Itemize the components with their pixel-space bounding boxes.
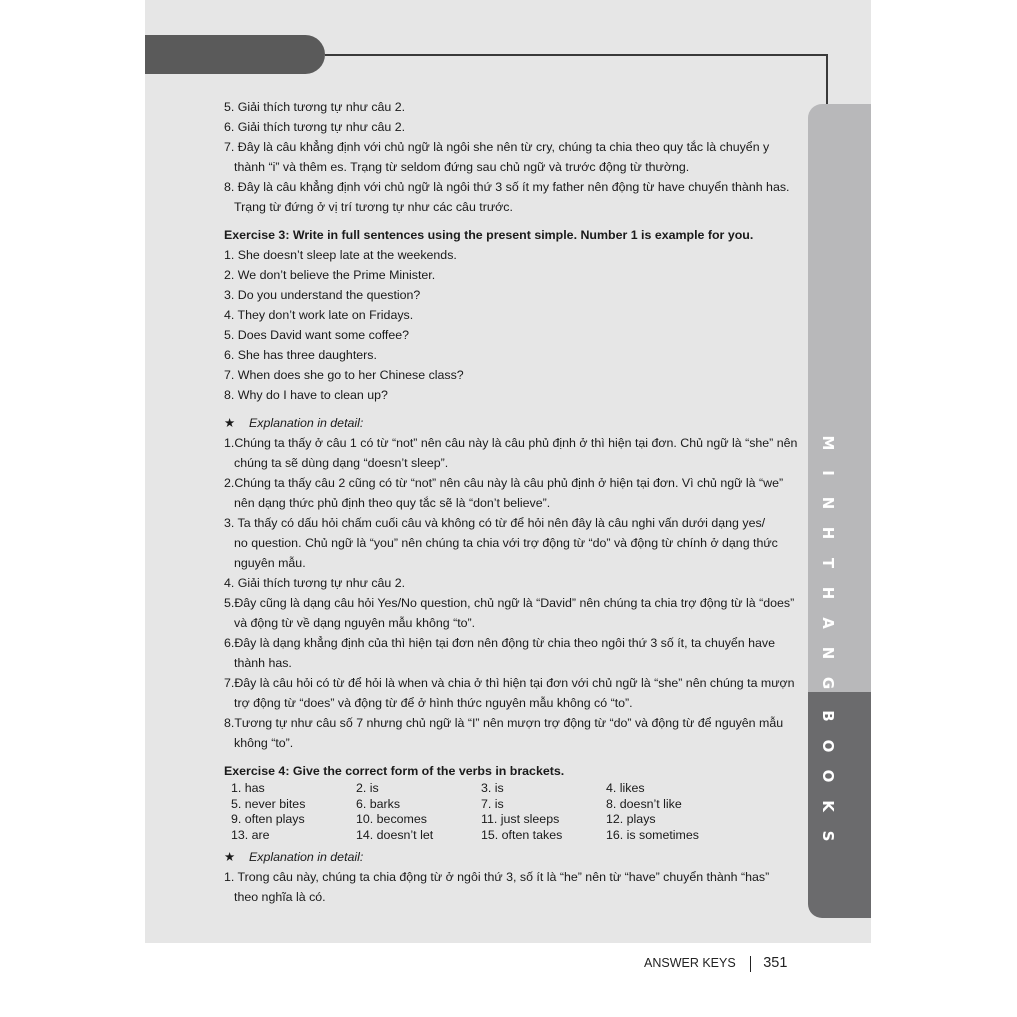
- exercise-4-answer-grid: [224, 781, 784, 843]
- explanation-line: không “to”.: [234, 736, 294, 750]
- page-number: 351: [763, 955, 788, 971]
- explanation-item: [224, 473, 784, 513]
- side-letter: M: [819, 435, 837, 451]
- answer-item: 2. We don’t believe the Prime Minister.: [224, 268, 436, 282]
- side-letter: G: [819, 676, 837, 690]
- explanation-heading: [224, 413, 784, 433]
- explanation-line: 5.Đây cũng là dạng câu hỏi Yes/No question, chủ ngữ là “David” nên chúng ta chia trợ động từ là “does”: [224, 596, 795, 610]
- explanation-line: 2.Chúng ta thấy câu 2 cũng có từ “not” nên câu này là câu phủ định ở hiện tại đơn. Vì chủ ngữ là “we”: [224, 476, 784, 490]
- header-tab: [145, 35, 325, 74]
- header-rule-vertical: [826, 54, 828, 106]
- explanation-line: thành “i” và thêm es. Trạng từ seldom đứng sau chủ ngữ và trước động từ thường.: [234, 160, 690, 174]
- side-letter: S: [819, 830, 837, 842]
- answer-item: 1. She doesn’t sleep late at the weekends.: [224, 248, 457, 262]
- explanation-line: 7. Đây là câu khẳng định với chủ ngữ là ngôi she nên từ cry, chúng ta chia theo quy tắc là chuyển y: [224, 140, 770, 154]
- explanation-line: 8. Đây là câu khẳng định với chủ ngữ là ngôi thứ 3 số ít my father nên động từ have chuyển thành has.: [224, 180, 790, 194]
- exercise-2-explanations: [224, 97, 790, 217]
- side-tab-brand-top: [808, 428, 848, 698]
- explanation-line: 5. Giải thích tương tự như câu 2.: [224, 100, 406, 114]
- side-letter: O: [819, 769, 837, 783]
- explanation-item: [224, 573, 784, 593]
- explanation-label: Explanation in detail:: [249, 416, 364, 430]
- answer-cell: 14. doesn’t let: [356, 827, 434, 842]
- explanation-item: [224, 117, 784, 137]
- explanation-item: [224, 177, 790, 217]
- explanation-line: 4. Giải thích tương tự như câu 2.: [224, 576, 406, 590]
- explanation-line: Trạng từ đứng ở vị trí tương tự như các câu trước.: [234, 200, 513, 214]
- answer-item: 3. Do you understand the question?: [224, 288, 421, 302]
- explanation-heading: [224, 847, 784, 867]
- explanation-line: nên dạng thức phủ định theo quy tắc sẽ là “don’t believe”.: [234, 496, 551, 510]
- answer-cell: 7. is: [481, 796, 504, 811]
- explanation-line: theo nghĩa là có.: [234, 890, 326, 904]
- explanation-item: [224, 673, 795, 713]
- explanation-line: no question. Chủ ngữ là “you” nên chúng ta chia với trợ động từ “do” và động từ chính ở dạng thức: [234, 536, 778, 550]
- explanation-item: [224, 867, 784, 907]
- explanation-item: [224, 137, 784, 177]
- exercise-3-explanations: [224, 433, 798, 753]
- answer-content: [224, 97, 798, 907]
- explanation-line: trợ động từ “does” và động từ để ở hình thức nguyên mẫu không có “to”.: [234, 696, 633, 710]
- explanation-item: [224, 513, 784, 573]
- explanation-line: 1.Chúng ta thấy ở câu 1 có từ “not” nên câu này là câu phủ định ở thì hiện tại đơn. Chủ ngữ là “she” nên: [224, 436, 798, 450]
- side-letter: O: [819, 739, 837, 753]
- side-letter: H: [819, 526, 837, 540]
- explanation-line: 3. Ta thấy có dấu hỏi chấm cuối câu và không có từ để hỏi nên đây là câu nghi vấn dưới dạng yes/: [224, 516, 766, 530]
- explanation-line: thành has.: [234, 656, 292, 670]
- answer-item: 7. When does she go to her Chinese class?: [224, 368, 464, 382]
- answer-cell: 1. has: [231, 781, 265, 795]
- answer-cell: 13. are: [231, 827, 270, 842]
- star-icon: ★: [224, 416, 236, 430]
- side-letter: N: [819, 496, 837, 510]
- answer-item: 5. Does David want some coffee?: [224, 328, 410, 342]
- side-letter: B: [819, 710, 837, 722]
- answer-cell: 4. likes: [606, 781, 645, 795]
- answer-item: 4. They don’t work late on Fridays.: [224, 308, 414, 322]
- side-letter: K: [819, 800, 837, 812]
- answer-cell: 3. is: [481, 781, 504, 795]
- header-rule: [325, 54, 828, 56]
- footer-section-label: ANSWER KEYS: [644, 956, 736, 970]
- side-letter: T: [819, 557, 837, 569]
- answer-cell: 12. plays: [606, 812, 656, 826]
- answer-item: 8. Why do I have to clean up?: [224, 388, 388, 402]
- explanation-label: Explanation in detail:: [249, 850, 364, 864]
- exercise-4-explanations: [224, 867, 784, 907]
- footer-divider: [750, 956, 752, 972]
- side-letter: N: [819, 646, 837, 660]
- explanation-line: nguyên mẫu.: [234, 556, 306, 570]
- explanation-item: [224, 713, 784, 753]
- explanation-line: 7.Đây là câu hỏi có từ để hỏi là when và chia ở thì hiện tại đơn với chủ ngữ là “she” nên chúng ta mượn: [224, 676, 795, 690]
- star-icon: ★: [224, 850, 236, 864]
- side-letter: H: [819, 586, 837, 600]
- exercise-3-answers: [224, 245, 784, 405]
- answer-cell: 10. becomes: [356, 812, 427, 826]
- explanation-line: 6. Giải thích tương tự như câu 2.: [224, 120, 406, 134]
- side-tab-brand-bottom: [808, 701, 848, 851]
- explanation-line: và động từ về dạng nguyên mẫu không “to”.: [234, 616, 476, 630]
- answer-cell: 5. never bites: [231, 796, 306, 811]
- side-letter: I: [819, 470, 837, 476]
- answer-cell: 9. often plays: [231, 812, 305, 826]
- explanation-line: 8.Tương tự như câu số 7 nhưng chủ ngữ là “I” nên mượn trợ động từ “do” và động từ để nguyên mẫu: [224, 716, 784, 730]
- explanation-line: chúng ta sẽ dùng dạng “doesn’t sleep”.: [234, 456, 449, 470]
- answer-cell: 2. is: [356, 781, 379, 795]
- side-letter: A: [819, 617, 837, 629]
- exercise-3-heading: Exercise 3: Write in full sentences using the present simple. Number 1 is example for you.: [224, 228, 754, 242]
- exercise-4-heading: Exercise 4: Give the correct form of the verbs in brackets.: [224, 764, 565, 778]
- answer-item: 6. She has three daughters.: [224, 348, 377, 362]
- explanation-item: [224, 633, 784, 673]
- answer-cell: 8. doesn’t like: [606, 796, 682, 811]
- answer-cell: 6. barks: [356, 796, 401, 811]
- explanation-item: [224, 433, 798, 473]
- answer-cell: 16. is sometimes: [606, 827, 699, 842]
- explanation-item: [224, 97, 784, 117]
- answer-cell: 15. often takes: [481, 827, 563, 842]
- explanation-line: 6.Đây là dạng khẳng định của thì hiện tại đơn nên động từ chia theo ngôi thứ 3 số ít, ta chuyển have: [224, 636, 776, 650]
- answer-cell: 11. just sleeps: [481, 812, 560, 826]
- explanation-item: [224, 593, 795, 633]
- explanation-line: 1. Trong câu này, chúng ta chia động từ ở ngôi thứ 3, số ít là “he” nên từ “have” chuyển thành “has”: [224, 870, 770, 884]
- page-footer: [644, 955, 787, 972]
